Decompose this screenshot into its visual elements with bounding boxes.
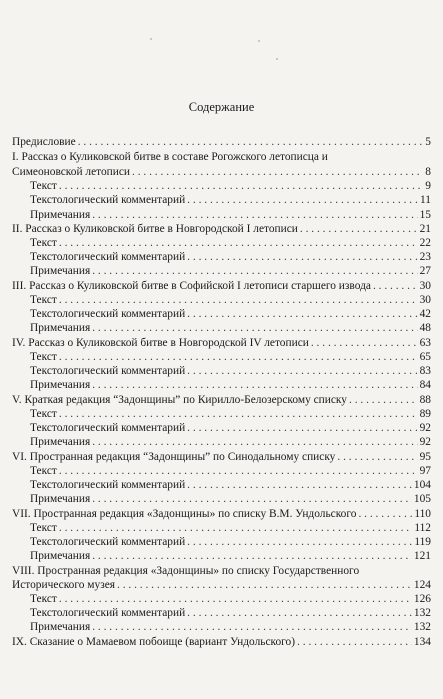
toc-entry-title: Текстологический комментарий xyxy=(30,607,186,619)
toc-page-number: 88 xyxy=(419,394,431,406)
toc-entry xyxy=(30,208,431,222)
toc-page-number: 119 xyxy=(414,536,431,548)
toc-entry-title: Симеоновской летописи xyxy=(12,166,131,178)
toc-page-number: 92 xyxy=(419,422,431,434)
toc-entry xyxy=(30,378,431,392)
dot-leader xyxy=(187,193,418,207)
toc-entry-title: Текстологический комментарий xyxy=(30,479,186,491)
toc-page-number: 124 xyxy=(413,579,431,591)
dot-leader xyxy=(59,236,418,250)
toc-entry xyxy=(12,393,431,407)
toc-entry-title: Текст xyxy=(30,522,57,534)
toc-entry xyxy=(30,606,431,620)
dot-leader xyxy=(187,364,417,378)
toc-entry-title: Текст xyxy=(30,408,57,420)
toc-entry xyxy=(12,336,431,350)
toc-entry-title: II. Рассказ о Куликовской битве в Новгородской I летописи xyxy=(12,223,298,235)
dot-leader xyxy=(59,521,412,535)
toc-page-number: 30 xyxy=(419,294,431,306)
dot-leader xyxy=(311,336,418,350)
toc-page-number: 132 xyxy=(413,607,431,619)
toc-entry xyxy=(30,478,431,492)
toc-entry-title: VI. Пространная редакция “Задонщины” по Синодальному списку xyxy=(12,451,336,463)
toc-entry xyxy=(30,464,431,478)
toc-page-number: 104 xyxy=(413,479,431,491)
toc-page-number: 105 xyxy=(413,493,431,505)
toc-entry-title: Примечания xyxy=(30,493,91,505)
dot-leader xyxy=(373,279,418,293)
toc-entry xyxy=(12,135,431,149)
dot-leader xyxy=(92,549,412,563)
toc-entry-title: Исторического музея xyxy=(12,579,115,591)
toc-page-number: 126 xyxy=(413,593,431,605)
dot-leader xyxy=(337,450,417,464)
toc-page-number: 83 xyxy=(419,365,431,377)
scan-speck xyxy=(150,38,152,40)
toc-entry xyxy=(30,521,431,535)
toc-entry xyxy=(12,564,431,578)
dot-leader xyxy=(297,635,412,649)
dot-leader xyxy=(187,478,412,492)
toc-entry xyxy=(12,507,431,521)
toc-entry-title: V. Краткая редакция “Задонщины” по Кирилло-Белозерскому списку xyxy=(12,394,347,406)
toc-entry-title: Примечания xyxy=(30,322,91,334)
dot-leader xyxy=(59,350,418,364)
dot-leader xyxy=(92,208,417,222)
dot-leader xyxy=(78,135,424,149)
toc-page-number: 89 xyxy=(419,408,431,420)
toc-page-number: 8 xyxy=(425,166,431,178)
toc-entry xyxy=(30,435,431,449)
toc-entry-title: Текстологический комментарий xyxy=(30,194,186,206)
dot-leader xyxy=(92,321,417,335)
toc-entry xyxy=(30,321,431,335)
toc-entry-title: Примечания xyxy=(30,621,91,633)
toc-entry-title: Текст xyxy=(30,593,57,605)
dot-leader xyxy=(92,492,412,506)
dot-leader xyxy=(349,393,418,407)
toc-page-number: 42 xyxy=(419,308,431,320)
toc-entry xyxy=(12,578,431,592)
dot-leader xyxy=(300,222,418,236)
toc-entry xyxy=(12,450,431,464)
toc-page-number: 95 xyxy=(419,451,431,463)
toc-page-number: 21 xyxy=(419,223,431,235)
toc-entry xyxy=(30,421,431,435)
toc-page-number: 11 xyxy=(420,194,431,206)
dot-leader xyxy=(187,307,417,321)
toc-entry-title: Примечания xyxy=(30,209,91,221)
toc-entry-title: Примечания xyxy=(30,379,91,391)
toc-entry xyxy=(12,222,431,236)
toc-entry-title: Текстологический комментарий xyxy=(30,365,186,377)
toc-entry xyxy=(12,150,431,164)
toc-page-number: 132 xyxy=(413,621,431,633)
toc-entry-title: Текстологический комментарий xyxy=(30,536,186,548)
toc-entry xyxy=(30,236,431,250)
toc-page-number: 9 xyxy=(425,180,431,192)
dot-leader xyxy=(92,435,417,449)
toc-entry-title: IV. Рассказ о Куликовской битве в Новгородской IV летописи xyxy=(12,337,309,349)
toc-entry-title: Текст xyxy=(30,465,57,477)
toc-entry-title: Текст xyxy=(30,351,57,363)
dot-leader xyxy=(187,606,412,620)
toc-entry-title: Примечания xyxy=(30,550,91,562)
toc-entry-title: Примечания xyxy=(30,436,91,448)
toc-page-number: 15 xyxy=(419,209,431,221)
page-title: Содержание xyxy=(188,100,255,114)
dot-leader xyxy=(187,250,417,264)
toc-page-number: 30 xyxy=(419,280,431,292)
toc-entry xyxy=(30,407,431,421)
toc-page-number: 22 xyxy=(419,237,431,249)
toc-page-number: 84 xyxy=(419,379,431,391)
toc-entry-title: Текст xyxy=(30,237,57,249)
toc-entry-title: VII. Пространная редакция «Задонщины» по списку В.М. Ундольского xyxy=(12,508,357,520)
dot-leader xyxy=(59,179,423,193)
toc-entry-title: Текст xyxy=(30,294,57,306)
dot-leader xyxy=(92,620,412,634)
dot-leader xyxy=(59,407,418,421)
dot-leader xyxy=(358,507,412,521)
dot-leader xyxy=(92,378,417,392)
toc-page-number: 112 xyxy=(414,522,431,534)
toc-page-number: 121 xyxy=(413,550,431,562)
toc-entry xyxy=(30,264,431,278)
dot-leader xyxy=(187,421,417,435)
toc-entry xyxy=(30,307,431,321)
toc-page-number: 110 xyxy=(414,508,431,520)
toc-page-number: 23 xyxy=(419,251,431,263)
dot-leader xyxy=(59,592,412,606)
toc-entry-title: Примечания xyxy=(30,265,91,277)
toc-entry xyxy=(30,620,431,634)
toc-entry-title: IX. Сказание о Мамаевом побоище (вариант Ундольского) xyxy=(12,636,296,648)
toc-entry-title: Текстологический комментарий xyxy=(30,251,186,263)
dot-leader xyxy=(92,264,417,278)
toc-entry xyxy=(30,350,431,364)
toc-entry xyxy=(12,279,431,293)
toc-entry-title: VIII. Пространная редакция «Задонщины» по списку Государственного xyxy=(12,565,360,577)
toc-entry xyxy=(30,535,431,549)
toc-entry-title: Текст xyxy=(30,180,57,192)
dot-leader xyxy=(187,535,412,549)
toc-page-number: 63 xyxy=(419,337,431,349)
toc-page-number: 134 xyxy=(413,636,431,648)
toc-entry-title: Текстологический комментарий xyxy=(30,308,186,320)
toc-page-number: 92 xyxy=(419,436,431,448)
toc-entry-title: Текстологический комментарий xyxy=(30,422,186,434)
toc-entry-title: I. Рассказ о Куликовской битве в составе Рогожского летописца и xyxy=(12,151,328,163)
toc-entry xyxy=(12,635,431,649)
dot-leader xyxy=(132,165,423,179)
toc-entry xyxy=(30,364,431,378)
dot-leader xyxy=(59,293,418,307)
dot-leader xyxy=(59,464,418,478)
dot-leader xyxy=(117,578,412,592)
toc-page-number: 5 xyxy=(425,136,431,148)
toc-entry xyxy=(12,165,431,179)
toc-entry xyxy=(30,250,431,264)
toc-entry xyxy=(30,549,431,563)
toc-page-number: 65 xyxy=(419,351,431,363)
toc-page-number: 97 xyxy=(419,465,431,477)
toc-entry xyxy=(30,179,431,193)
toc-entry-title: III. Рассказ о Куликовской битве в Софийской I летописи старшего извода xyxy=(12,280,371,292)
toc-page-number: 27 xyxy=(419,265,431,277)
toc-entry xyxy=(30,492,431,506)
toc-entry xyxy=(30,193,431,207)
scan-speck xyxy=(258,40,260,42)
toc-entry xyxy=(30,592,431,606)
toc-entry xyxy=(30,293,431,307)
toc-page-number: 48 xyxy=(419,322,431,334)
toc-entry-title: Предисловие xyxy=(12,136,76,148)
scan-speck xyxy=(276,58,278,60)
